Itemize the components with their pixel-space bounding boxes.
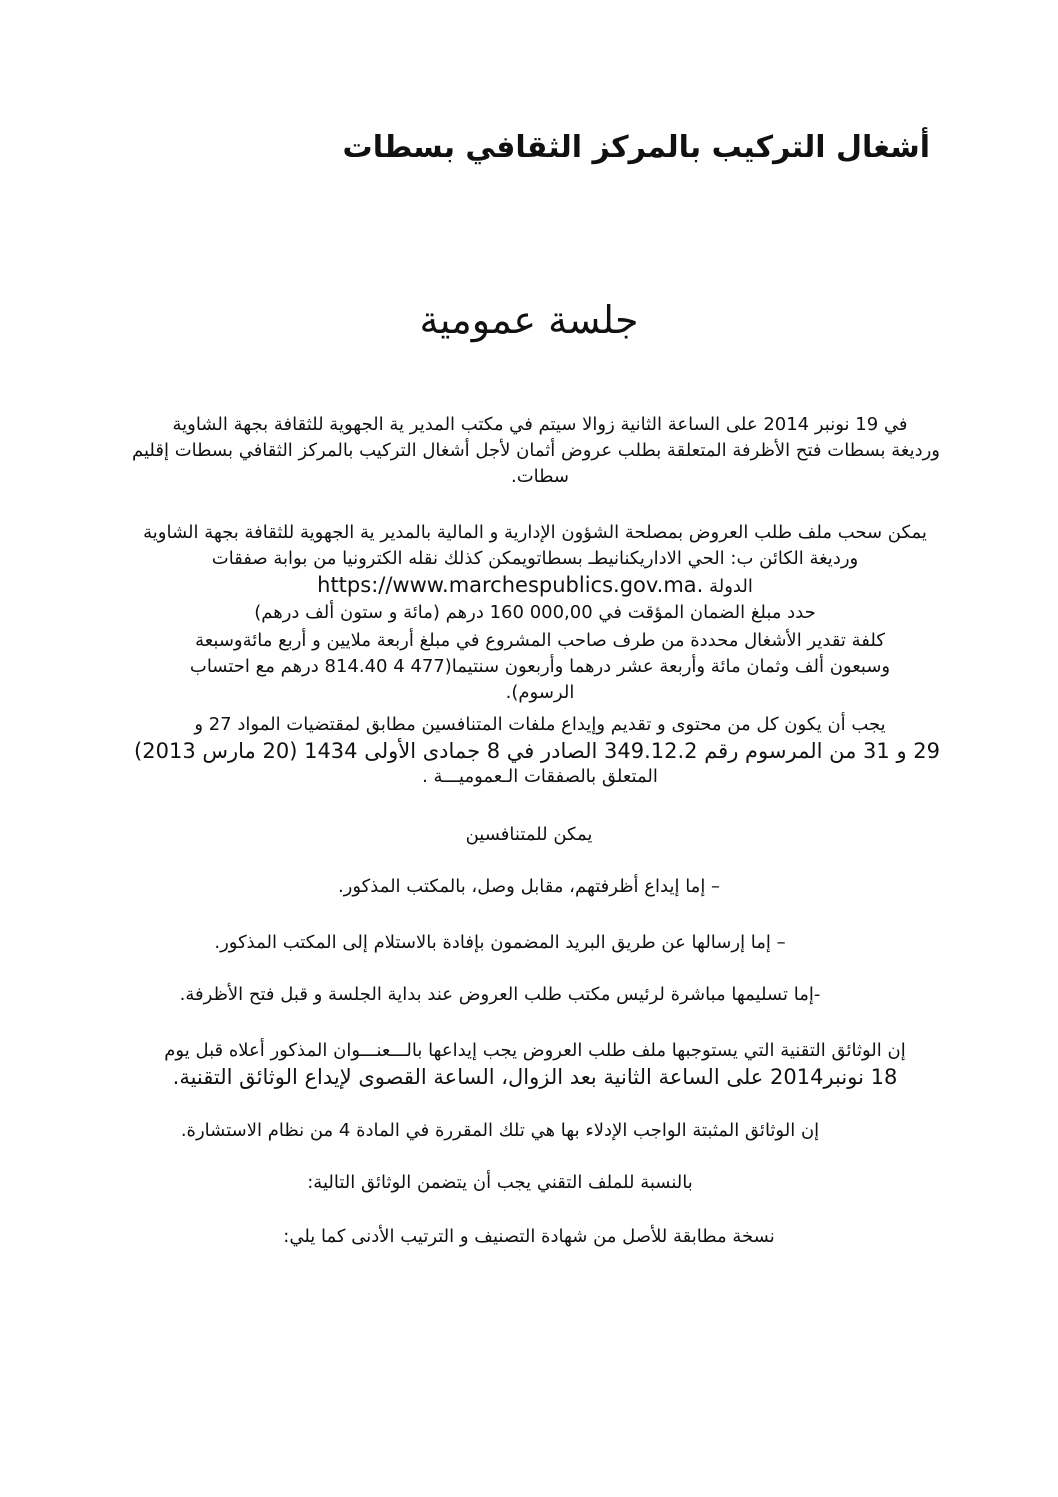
- intro-paragraph: [132, 412, 940, 490]
- estimate-line: كلفة تقدير الأشغال محددة من طرف صاحب المشروع في مبلغ أربعة ملايين و أربع مائةوسبعة: [195, 630, 885, 651]
- withdrawal-line: يمكن سحب ملف طلب العروض بمصلحة الشؤون الإدارية و المالية بالمدير ية الجهوية للثقافة بجهة الشاوية: [143, 522, 927, 543]
- option-hand-delivery: -إما تسليمها مباشرة لرئيس مكتب طلب العروض عند بداية الجلسة و قبل فتح الأظرفة.: [179, 984, 821, 1005]
- option-mail: – إما إرسالها عن طريق البريد المضمون بإفادة بالاستلام إلى المكتب المذكور.: [214, 932, 786, 953]
- withdrawal-line: الدولة: [709, 576, 753, 597]
- technical-file-line: بالنسبة للملف التقني يجب أن يتضمن الوثائق التالية:: [307, 1172, 693, 1193]
- certificate-line: نسخة مطابقة للأصل من شهادة التصنيف و الترتيب الأدنى كما يلي:: [283, 1226, 775, 1247]
- withdrawal-line: ورديغة الكائن ب: الحي الاداريكنانيطـ بسطاتويمكن كذلك نقله الكترونيا من بوابة صفقات: [211, 548, 859, 569]
- portal-url: https://www.marchespublics.gov.ma.: [317, 573, 704, 597]
- intro-line: في 19 نونبر 2014 على الساعة الثانية زوالا سيتم في مكتب المدير ية الجهوية للثقافة بجهة الشاوية: [172, 414, 908, 435]
- regulation-line: المتعلق بالصفقات الـعموميـــة .: [422, 766, 658, 787]
- competitors-intro: يمكن للمتنافسين: [465, 824, 593, 845]
- supporting-docs-line: إن الوثائق المثبتة الواجب الإدلاء بها هي تلك المقررة في المادة 4 من نظام الاستشارة.: [180, 1120, 820, 1141]
- regulation-paragraph: [134, 712, 940, 790]
- option-deposit: – إما إيداع أظرفتهم، مقابل وصل، بالمكتب المذكور.: [337, 876, 721, 897]
- technical-docs-line: إن الوثائق التقنية التي يستوجبها ملف طلب العروض يجب إيداعها بالـــعنـــوان المذكور أعلاه قبل يوم: [164, 1040, 906, 1061]
- file-withdrawal-paragraph: [130, 520, 940, 626]
- estimate-line: وسبعون ألف وثمان مائة وأربعة عشر درهما وأربعون سنتيما(477 4 814.40 درهم مع احتساب: [189, 656, 891, 677]
- technical-docs-paragraph: [130, 1038, 940, 1090]
- intro-line: سطات.: [511, 466, 569, 487]
- withdrawal-line-with-url: [130, 572, 940, 600]
- guarantee-line: حدد مبلغ الضمان المؤقت في 000,00 160 درهم (مائة و ستون ألف درهم): [254, 602, 816, 623]
- session-heading: جلسة عمومية: [419, 298, 639, 342]
- technical-docs-line: 18 نونبر2014 على الساعة الثانية بعد الزوال، الساعة القصوى لإيداع الوثائق التقنية.: [172, 1065, 898, 1089]
- estimate-line: الرسوم).: [505, 682, 575, 703]
- estimate-paragraph: [130, 628, 950, 706]
- document-title: أشغال التركيب بالمركز الثقافي بسطات: [342, 130, 930, 165]
- regulation-line: 29 و 31 من المرسوم رقم 349.12.2 الصادر في 8 جمادى الأولى 1434 (20 مارس 2013): [134, 739, 940, 763]
- intro-line: ورديغة بسطات فتح الأظرفة المتعلقة بطلب عروض أثمان لأجل أشغال التركيب بالمركز الثقافي بسطات إقليم: [132, 440, 940, 461]
- regulation-line: يجب أن يكون كل من محتوى و تقديم وإيداع ملفات المتنافسين مطابق لمقتضيات المواد 27 و: [194, 714, 886, 735]
